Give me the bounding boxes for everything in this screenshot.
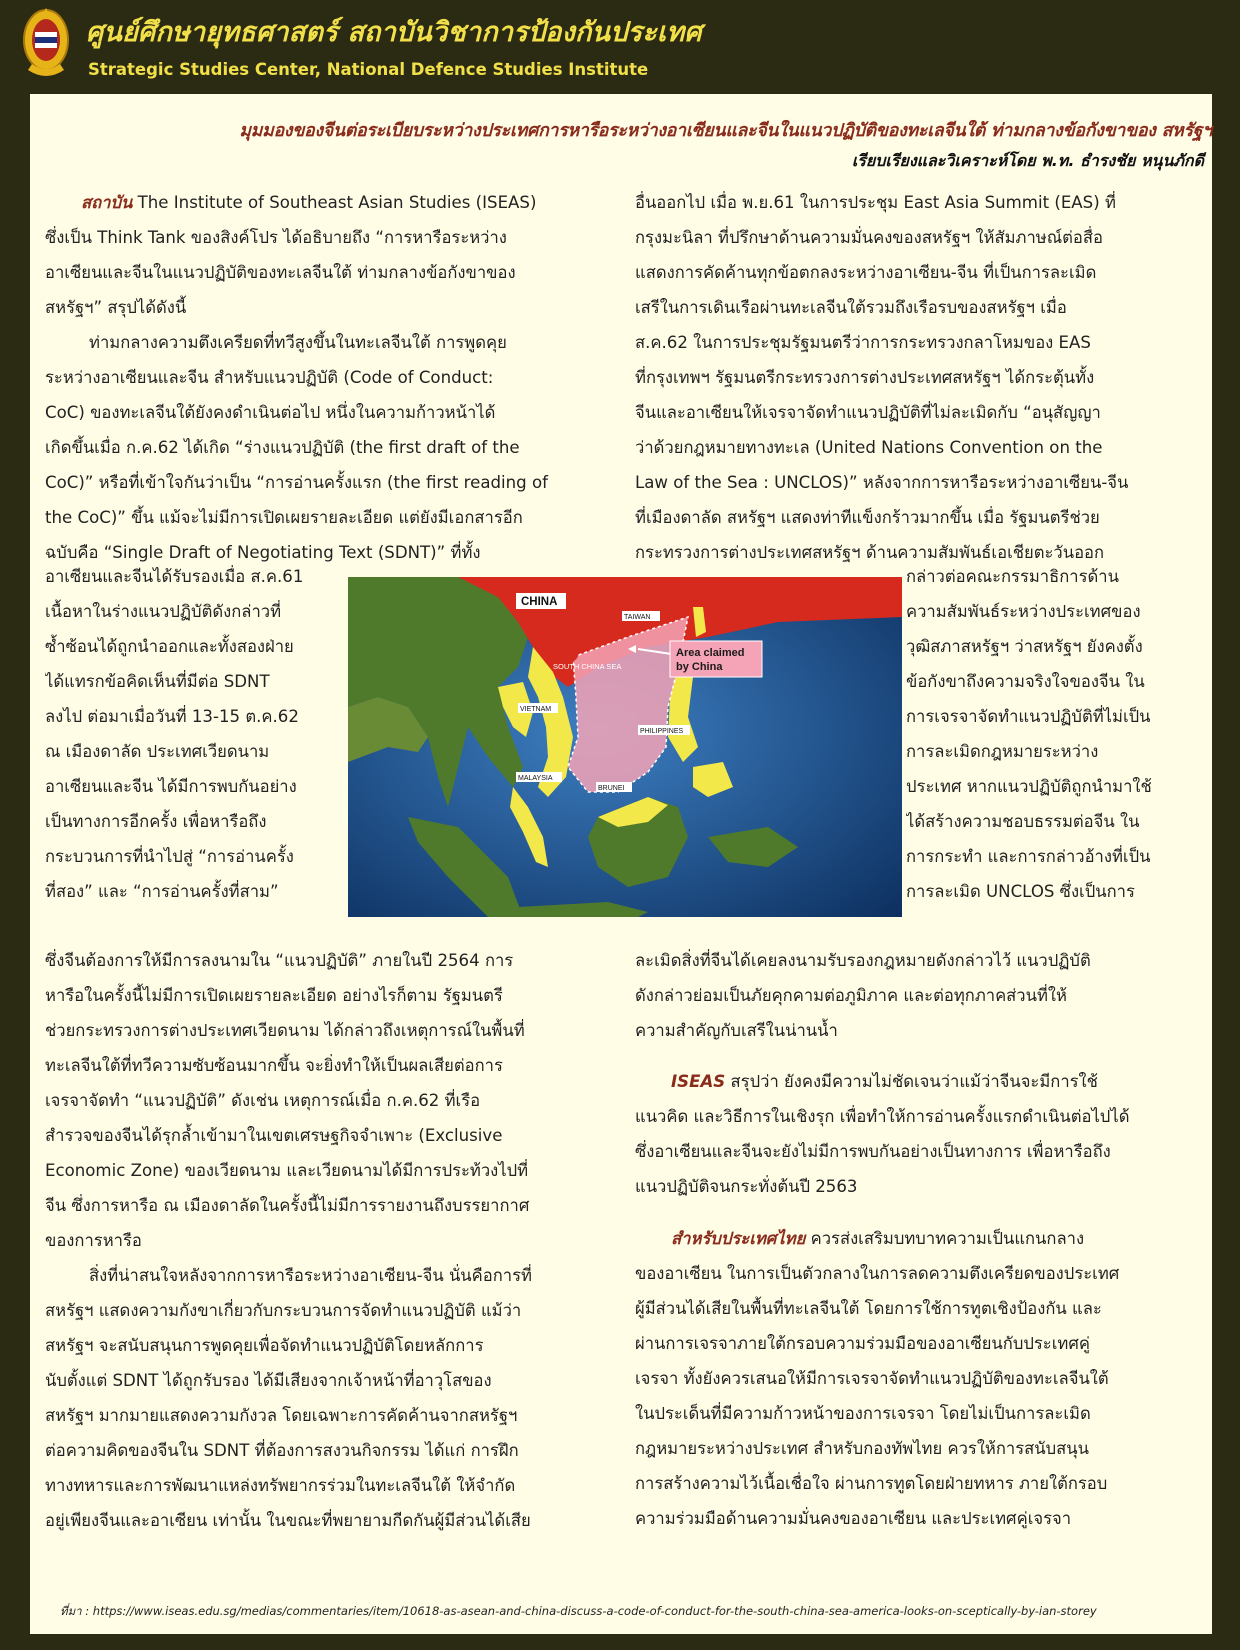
text-line: ประเทศ หากแนวปฏิบัติถูกนำมาใช้	[906, 777, 1152, 796]
claim-label-line2: by China	[676, 661, 723, 673]
label-china: CHINA	[521, 596, 558, 608]
text-line: CoC) ของทะเลจีนใต้ยังคงดำเนินต่อไป หนึ่งในความก้าวหน้าได้	[45, 403, 496, 422]
article-title: มุมมองของจีนต่อระเบียบระหว่างประเทศการหารือระหว่างอาเซียนและจีนในแนวปฏิบัติของทะเลจีนใต้ ท่ามกลางข้อกังขาของ สหรัฐฯ	[239, 121, 1212, 141]
text-line: จีนและอาเซียนให้เจรจาจัดทำแนวปฏิบัติที่ไม่ละเมิดกับ “อนุสัญญา	[635, 403, 1101, 422]
text-line: สรุปว่า ยังคงมีความไม่ชัดเจนว่าแม้ว่าจีนจะมีการใช้	[730, 1072, 1098, 1091]
text-line: ผู้มีส่วนได้เสียในพื้นที่ทะเลจีนใต้ โดยการใช้การทูตเชิงป้องกัน และ	[635, 1299, 1102, 1318]
text-line: ทะเลจีนใต้ที่ทวีความซับซ้อนมากขึ้น จะยิ่งทำให้เป็นผลเสียต่อการ	[45, 1056, 503, 1075]
text-line: การเจรจาจัดทำแนวปฏิบัติที่ไม่เป็น	[906, 707, 1151, 726]
label-vietnam: VIETNAM	[520, 706, 552, 713]
lead-thailand: สำหรับประเทศไทย	[671, 1229, 806, 1248]
text-line: ได้สร้างความชอบธรรมต่อจีน ใน	[906, 812, 1140, 831]
institute-title-english: Strategic Studies Center, National Defence Studies Institute	[88, 60, 649, 79]
text-line: กล่าวต่อคณะกรรมาธิการด้าน	[906, 567, 1119, 586]
label-south-china-sea: SOUTH CHINA SEA	[553, 662, 622, 671]
text-line: ได้แทรกข้อคิดเห็นที่มีต่อ SDNT	[45, 672, 270, 691]
label-brunei: BRUNEI	[598, 785, 625, 792]
right-column-narrow	[906, 559, 1196, 909]
label-taiwan: TAIWAN	[624, 614, 651, 621]
text-line: ของการหารือ	[45, 1231, 142, 1250]
text-line: สิ่งที่น่าสนใจหลังจากการหารือระหว่างอาเซียน-จีน นั่นคือการที่	[89, 1266, 532, 1285]
text-line: แสดงการคัดค้านทุกข้อตกลงระหว่างอาเซียน-จีน ที่เป็นการละเมิด	[635, 263, 1097, 282]
text-line: สหรัฐฯ จะสนับสนุนการพูดคุยเพื่อจัดทำแนวปฏิบัติโดยหลักการ	[45, 1336, 484, 1355]
right-column-top	[635, 185, 1195, 570]
text-line: ท่ามกลางความตึงเครียดที่ทวีสูงขึ้นในทะเลจีนใต้ การพูดคุย	[89, 333, 507, 352]
text-line: อาเซียนและจีนได้รับรองเมื่อ ส.ค.61	[45, 567, 304, 586]
text-line: การกระทำ และการกล่าวอ้างที่เป็น	[906, 847, 1151, 866]
text-line: กฎหมายระหว่างประเทศ สำหรับกองทัพไทย ควรให้การสนับสนุน	[635, 1439, 1089, 1458]
institute-title-thai: ศูนย์ศึกษายุทธศาสตร์ สถาบันวิชาการป้องกันประเทศ	[86, 17, 702, 48]
south-china-sea-map	[348, 577, 902, 917]
text-line: วุฒิสภาสหรัฐฯ ว่าสหรัฐฯ ยังคงตั้ง	[906, 637, 1143, 656]
text-line: ระหว่างอาเซียนและจีน สำหรับแนวปฏิบัติ (Code of Conduct:	[45, 368, 494, 387]
text-line: สหรัฐฯ” สรุปได้ดังนี้	[45, 298, 187, 317]
right-column-bottom	[635, 943, 1195, 1048]
thailand-recommendation-paragraph	[635, 1221, 1195, 1536]
text-line: ข้อกังขาถึงความจริงใจของจีน ใน	[906, 672, 1145, 691]
text-line: อาเซียนและจีน ได้มีการพบกันอย่าง	[45, 777, 297, 796]
text-line: หารือในครั้งนี้ไม่มีการเปิดเผยรายละเอียด อย่างไรก็ตาม รัฐมนตรี	[45, 986, 503, 1005]
text-line: ซึ่งจีนต้องการให้มีการลงนามใน “แนวปฏิบัติ” ภายในปี 2564 การ	[45, 951, 514, 970]
text-line: ต่อความคิดของจีนใน SDNT ที่ต้องการสงวนกิจกรรม ได้แก่ การฝึก	[45, 1441, 519, 1460]
text-line: Law of the Sea : UNCLOS)” หลังจากการหารือระหว่างอาเซียน-จีน	[635, 473, 1129, 492]
text-line: ซ้ำซ้อนได้ถูกนำออกและทั้งสองฝ่าย	[45, 637, 294, 656]
text-line: การละเมิด UNCLOS ซึ่งเป็นการ	[906, 882, 1135, 901]
source-citation: ที่มา : https://www.iseas.edu.sg/medias/commentaries/item/10618-as-asean-and-china-discuss-a-code-of-conduct-for-the-south-china-sea-america-looks-on-sceptically-by-ian-storey	[60, 1604, 1097, 1618]
text-line: แนวปฏิบัติจนกระทั่งต้นปี 2563	[635, 1177, 858, 1196]
text-line: กรุงมะนิลา ที่ปรึกษาด้านความมั่นคงของสหรัฐฯ ให้สัมภาษณ์ต่อสื่อ	[635, 228, 1103, 247]
text-line: อาเซียนและจีนในแนวปฏิบัติของทะเลจีนใต้ ท่ามกลางข้อกังขาของ	[45, 263, 516, 282]
lead-iseas: ISEAS	[671, 1072, 726, 1091]
label-malaysia: MALAYSIA	[518, 775, 553, 782]
text-line: อยู่เพียงจีนและอาเซียน เท่านั้น ในขณะที่พยายามกีดกันผู้มีส่วนได้เสีย	[45, 1511, 531, 1530]
text-line: The Institute of Southeast Asian Studies (ISEAS)	[137, 193, 537, 212]
page-header	[0, 0, 1240, 92]
left-column-narrow	[45, 559, 340, 909]
article-byline: เรียบเรียงและวิเคราะห์โดย พ.ท. ธำรงชัย หนุนภักดี	[851, 151, 1204, 170]
institute-emblem-icon	[20, 6, 72, 86]
text-line: ลงไป ต่อมาเมื่อวันที่ 13-15 ต.ค.62	[45, 707, 299, 726]
text-line: ควรส่งเสริมบทบาทความเป็นแกนกลาง	[810, 1229, 1085, 1248]
text-line: Economic Zone) ของเวียดนาม และเวียดนามได้มีการประท้วงไปที่	[45, 1161, 529, 1180]
claim-label-line1: Area claimed	[676, 647, 745, 659]
text-line: ทางทหารและการพัฒนาแหล่งทรัพยากรร่วมในทะเลจีนใต้ ให้จำกัด	[45, 1476, 516, 1495]
text-line: ดังกล่าวย่อมเป็นภัยคุกคามต่อภูมิภาค และต่อทุกภาคส่วนที่ให้	[635, 986, 1067, 1005]
text-line: ละเมิดสิ่งที่จีนได้เคยลงนามรับรองกฎหมายดังกล่าวไว้ แนวปฏิบัติ	[635, 951, 1091, 970]
text-line: กระบวนการที่นำไปสู่ “การอ่านครั้ง	[45, 847, 294, 866]
text-line: เป็นทางการอีกครั้ง เพื่อหารือถึง	[45, 812, 267, 831]
text-line: ผ่านการเจรจาภายใต้กรอบความร่วมมือของอาเซียนกับประเทศคู่	[635, 1334, 1090, 1353]
text-line: แนวคิด และวิธีการในเชิงรุก เพื่อทำให้การอ่านครั้งแรกดำเนินต่อไปได้	[635, 1107, 1130, 1126]
text-line: the CoC)” ขึ้น แม้จะไม่มีการเปิดเผยรายละเอียด แต่ยังมีเอกสารอีก	[45, 508, 523, 527]
text-line: เนื้อหาในร่างแนวปฏิบัติดังกล่าวที่	[45, 602, 282, 621]
label-philippines: PHILIPPINES	[640, 728, 684, 735]
text-line: ส.ค.62 ในการประชุมรัฐมนตรีว่าการกระทรวงกลาโหมของ EAS	[635, 333, 1091, 352]
text-line: CoC)” หรือที่เข้าใจกันว่าเป็น “การอ่านครั้งแรก (the first reading of	[45, 473, 548, 492]
text-line: เกิดขึ้นเมื่อ ก.ค.62 ได้เกิด “ร่างแนวปฏิบัติ (the first draft of the	[45, 438, 520, 457]
text-line: สหรัฐฯ มากมายแสดงความกังวล โดยเฉพาะการคัดค้านจากสหรัฐฯ	[45, 1406, 518, 1425]
text-line: ที่กรุงเทพฯ รัฐมนตรีกระทรวงการต่างประเทศสหรัฐฯ ได้กระตุ้นทั้ง	[635, 368, 1095, 387]
text-line: อื่นออกไป เมื่อ พ.ย.61 ในการประชุม East Asia Summit (EAS) ที่	[635, 193, 1116, 212]
text-line: กระทรวงการต่างประเทศสหรัฐฯ ด้านความสัมพันธ์เอเชียตะวันออก	[635, 543, 1105, 562]
text-line: สำรวจของจีนได้รุกล้ำเข้ามาในเขตเศรษฐกิจจำเพาะ (Exclusive	[45, 1126, 503, 1145]
iseas-conclusion-paragraph	[635, 1064, 1195, 1204]
text-line: เจรจาจัดทำ “แนวปฏิบัติ” ดังเช่น เหตุการณ์เมื่อ ก.ค.62 ที่เรือ	[45, 1091, 481, 1110]
left-column-bottom	[45, 943, 575, 1538]
text-line: สหรัฐฯ แสดงความกังขาเกี่ยวกับกระบวนการจัดทำแนวปฏิบัติ แม้ว่า	[45, 1301, 522, 1320]
lead-institute: สถาบัน	[81, 193, 133, 212]
text-line: ของอาเซียน ในการเป็นตัวกลางในการลดความตึงเครียดของประเทศ	[635, 1264, 1120, 1283]
text-line: ว่าด้วยกฎหมายทางทะเล (United Nations Convention on the	[635, 438, 1103, 457]
text-line: เจรจา ทั้งยังควรเสนอให้มีการเจรจาจัดทำแนวปฏิบัติของทะเลจีนใต้	[635, 1369, 1109, 1388]
text-line: ซึ่งอาเซียนและจีนจะยังไม่มีการพบกันอย่างเป็นทางการ เพื่อหารือถึง	[635, 1142, 1111, 1161]
text-line: การสร้างความไว้เนื้อเชื่อใจ ผ่านการทูตโดยฝ่ายทหาร ภายใต้กรอบ	[635, 1474, 1108, 1493]
text-line: จีน ซึ่งการหารือ ณ เมืองดาลัดในครั้งนี้ไม่มีการรายงานถึงบรรยากาศ	[45, 1196, 530, 1215]
text-line: ความร่วมมือด้านความมั่นคงของอาเซียน และประเทศคู่เจรจา	[635, 1509, 1072, 1528]
text-line: ความสัมพันธ์ระหว่างประเทศของ	[906, 602, 1141, 621]
text-line: ซึ่งเป็น Think Tank ของสิงค์โปร ได้อธิบายถึง “การหารือระหว่าง	[45, 228, 507, 247]
text-line: เสรีในการเดินเรือผ่านทะเลจีนใต้รวมถึงเรือรบของสหรัฐฯ เมื่อ	[635, 298, 1067, 317]
text-line: ในประเด็นที่มีความก้าวหน้าของการเจรจา โดยไม่เป็นการละเมิด	[635, 1404, 1091, 1423]
text-line: ฉบับคือ “Single Draft of Negotiating Text (SDNT)” ที่ทั้ง	[45, 543, 481, 562]
left-column-top	[45, 185, 575, 570]
text-line: นับตั้งแต่ SDNT ได้ถูกรับรอง ได้มีเสียงจากเจ้าหน้าที่อาวุโสของ	[45, 1371, 492, 1390]
text-line: ที่เมืองดาลัด สหรัฐฯ แสดงท่าทีแข็งกร้าวมากขึ้น เมื่อ รัฐมนตรีช่วย	[635, 508, 1100, 527]
text-line: ที่สอง” และ “การอ่านครั้งที่สาม”	[45, 882, 279, 901]
text-line: ณ เมืองดาลัด ประเทศเวียดนาม	[45, 742, 270, 761]
text-line: การละเมิดกฎหมายระหว่าง	[906, 742, 1099, 761]
text-line: ความสำคัญกับเสรีในน่านน้ำ	[635, 1021, 838, 1040]
map-graphic	[348, 577, 902, 917]
text-line: ช่วยกระทรวงการต่างประเทศเวียดนาม ได้กล่าวถึงเหตุการณ์ในพื้นที่	[45, 1021, 525, 1040]
